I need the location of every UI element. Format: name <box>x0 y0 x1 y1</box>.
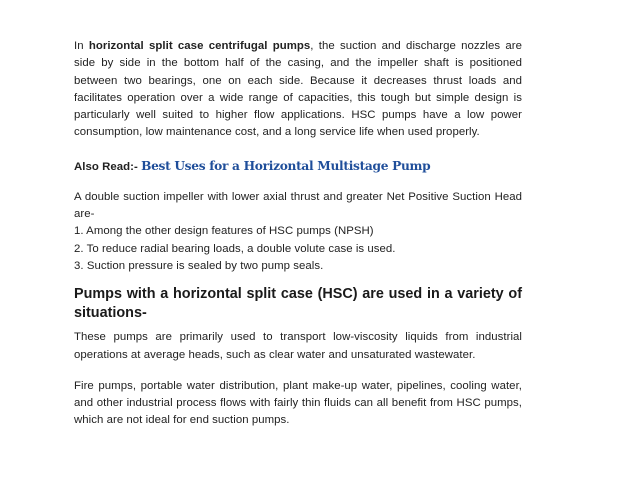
intro-prefix: In <box>74 40 89 52</box>
feature-item: 1. Among the other design features of HSC pumps (NPSH) <box>74 225 374 238</box>
intro-bold-term: horizontal split case centrifugal pumps <box>88 40 311 52</box>
intro-paragraph <box>74 38 522 142</box>
also-read-label: Also Read:- <box>74 160 142 173</box>
section-paragraph-1: These pumps are primarily used to transport low-viscosity liquids from industrial operations at average heads, such as clear water and unsaturated wastewater. <box>74 331 522 361</box>
section-paragraph-2: Fire pumps, portable water distribution, plant make-up water, pipelines, cooling water, and other industrial process flows with fairly thin fluids can all benefit from HSC pumps, which are not ideal for end suction pumps. <box>74 379 522 427</box>
feature-item: 2. To reduce radial bearing loads, a double volute case is used. <box>74 242 396 255</box>
article-body <box>74 38 522 430</box>
features-lead: A double suction impeller with lower axial thrust and greater Net Positive Suction Head are- <box>74 190 522 221</box>
features-paragraph <box>74 189 522 275</box>
section-heading-line2: situations- <box>74 305 147 322</box>
also-read-link[interactable]: Best Uses for a Horizontal Multistage Pump <box>141 158 431 173</box>
feature-item: 3. Suction pressure is sealed by two pump seals. <box>74 259 324 272</box>
also-read-line <box>74 156 522 177</box>
section-heading-line1: Pumps with a horizontal split case (HSC) are used in a variety of <box>74 286 522 303</box>
section-heading <box>74 285 522 323</box>
intro-rest: , the suction and discharge nozzles are side by side in the bottom half of the casing, and the impeller shaft is positioned between two bearings, one on each side. Because it decreases thrust loads and facilitates operation over a wide range of capacities, this tough but simple design is particularly well suited to higher flow applications. HSC pumps have a low power consumption, low maintenance cost, and a long service life when used properly. <box>74 40 522 139</box>
